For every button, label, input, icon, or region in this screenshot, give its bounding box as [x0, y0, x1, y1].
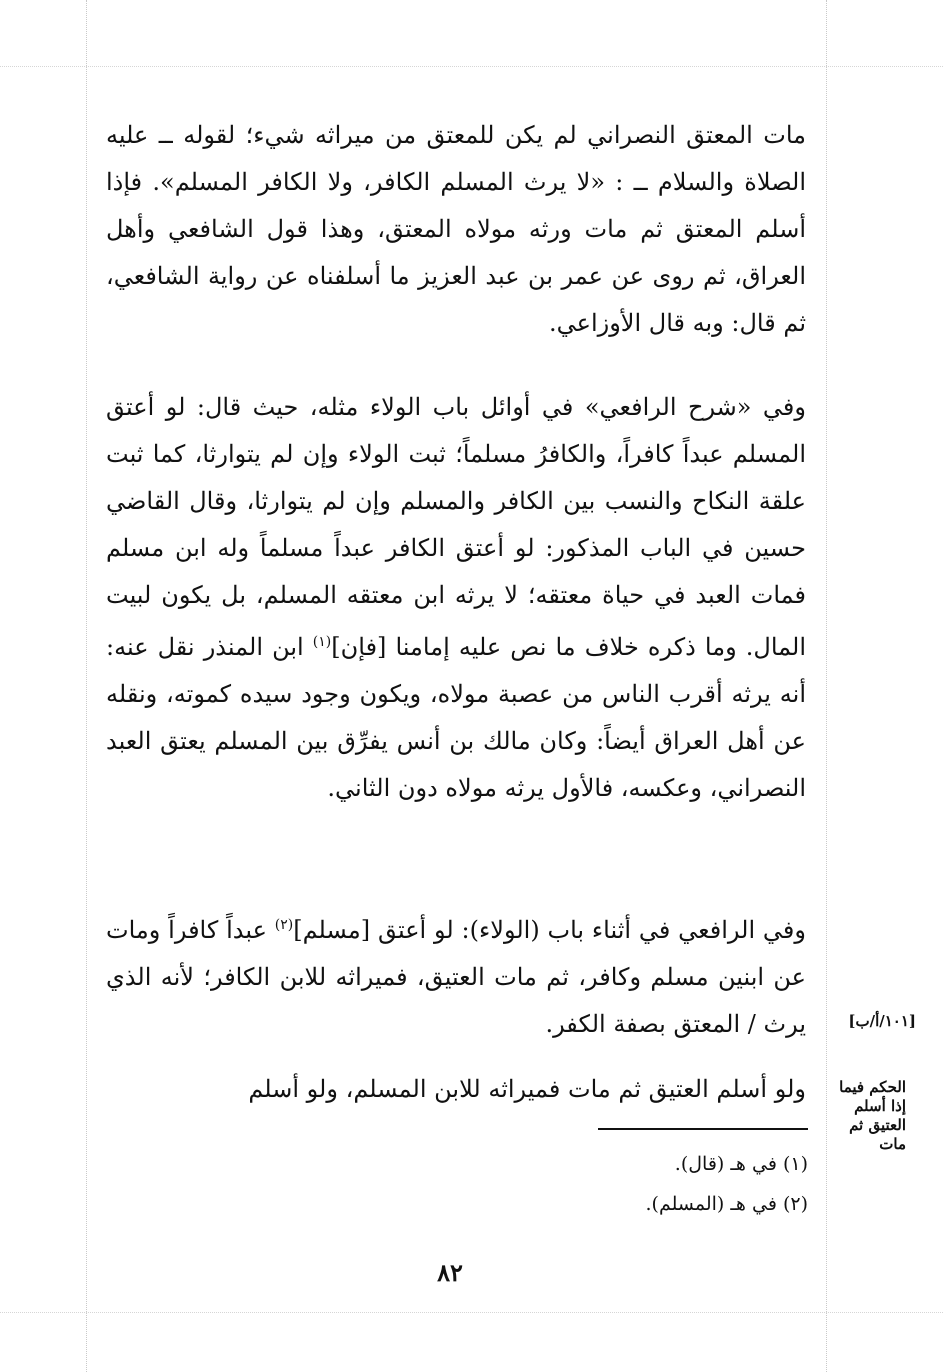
- scan-guide-line: [0, 66, 943, 67]
- paragraph-2: [106, 384, 806, 812]
- scan-guide-line: [0, 1312, 943, 1313]
- paragraph-3-text-b: عبداً كافراً ومات عن ابنين مسلم وكافر، ثم مات العتيق، فميراثه للابن الكافر؛ لأنه الذي يرث / المعتق بصفة الكفر.: [106, 916, 806, 1038]
- footnote-separator: [598, 1128, 808, 1130]
- paragraph-3-text-a: وفي الرافعي في أثناء باب (الولاء): لو أعتق [مسلم]: [293, 916, 806, 944]
- footnote-ref-2: (٢): [274, 917, 294, 933]
- footnote-ref-1: (١): [312, 634, 332, 650]
- paragraph-4: ولو أسلم العتيق ثم مات فميراثه للابن المسلم، ولو أسلم: [248, 1075, 806, 1103]
- folio-marker: [١٠١/أ/ب]: [848, 1012, 916, 1030]
- paragraph-1: مات المعتق النصراني لم يكن للمعتق من ميراثه شيء؛ لقوله ــ عليه الصلاة والسلام ــ : «لا يرث المسلم الكافر، ولا الكافر المسلم». فإذا أسلم المعتق ثم مات ورثه مولاه المعتق، وهذا قول الشافعي وأهل العراق، ثم روى عن عمر بن عبد العزيز ما أسلفناه عن رواية الشافعي، ثم قال: وبه قال الأوزاعي.: [106, 121, 806, 337]
- footnote-2: (٢) في هـ (المسلم).: [645, 1193, 808, 1215]
- paragraph-2-text-b: ابن المنذر نقل عنه: أنه يرثه أقرب الناس من عصبة مولاه، ويكون وجود سيده كموته، ونقله عن أهل العراق أيضاً: وكان مالك بن أنس يفرِّق بين المسلم يعتق العبد النصراني، وعكسه، فالأول يرثه مولاه دون الثاني.: [106, 633, 806, 802]
- footnote-1: (١) في هـ (قال).: [674, 1153, 808, 1175]
- paragraph-3: [106, 902, 806, 1048]
- margin-heading: الحكم فيما إذا أسلم العتيق ثم مات: [839, 1078, 906, 1153]
- scan-guide-line: [86, 0, 87, 1372]
- scan-guide-line: [826, 0, 827, 1372]
- page-number: ٨٢: [437, 1258, 463, 1287]
- footnotes: [440, 1144, 808, 1224]
- paragraph-2-text-a: وفي «شرح الرافعي» في أوائل باب الولاء مثله، حيث قال: لو أعتق المسلم عبداً كافراً، والكافرُ مسلماً؛ ثبت الولاء وإن لم يتوارثا، كما ثبت علقة النكاح والنسب بين الكافر والمسلم وإن لم يتوارثا، وقال القاضي حسين في الباب المذكور: لو أعتق الكافر عبداً مسلماً وله ابن مسلم فمات العبد في حياة معتقه؛ لا يرثه ابن معتقه المسلم، بل يكون لبيت المال. وما ذكره خلاف ما نص عليه إمامنا [فإن]: [106, 393, 806, 661]
